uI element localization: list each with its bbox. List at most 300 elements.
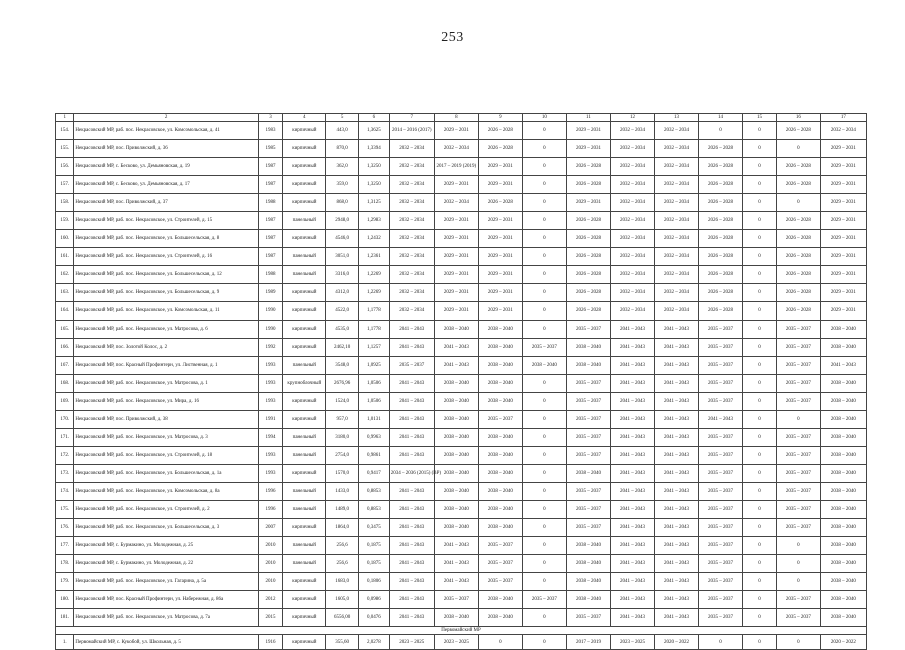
table-cell-col-9: 2038 – 2040 — [478, 482, 522, 500]
table-cell-col-5: 868,0 — [326, 194, 359, 212]
table-cell-col-15: 0 — [743, 537, 777, 555]
table-row — [56, 591, 867, 609]
table-cell-col-2: Некрасовский МР, раб. пос. Некрасовское, ул. Большесельская, д. 8 — [74, 230, 258, 248]
table-cell-col-1: 159. — [56, 212, 74, 230]
table-cell-col-1: 175. — [56, 500, 74, 518]
table-cell-col-17: 2032 – 2034 — [820, 122, 866, 140]
table-cell-col-4: кирпичный — [283, 573, 326, 591]
table-cell-col-8: 2041 – 2043 — [434, 356, 478, 374]
table-cell-col-10: 0 — [522, 464, 566, 482]
table-cell-col-13: 2032 – 2034 — [654, 212, 698, 230]
table-cell-col-3: 1916 — [258, 635, 283, 650]
table-cell-col-5: 3180,0 — [326, 428, 359, 446]
table-cell-col-16: 0 — [776, 140, 820, 158]
table-cell-col-2: Некрасовский МР, раб. пос. Некрасовское, ул. Матросова, д. 1 — [74, 374, 258, 392]
table-cell-col-11: 2035 – 2037 — [566, 500, 610, 518]
table-cell-col-3: 1989 — [258, 284, 283, 302]
section-header-row — [56, 627, 867, 635]
table-cell-col-13: 2032 – 2034 — [654, 248, 698, 266]
table-cell-col-10: 0 — [522, 555, 566, 573]
table-cell-col-12: 2032 – 2034 — [610, 302, 654, 320]
table-cell-col-9: 0 — [478, 635, 522, 650]
table-cell-col-3: 1983 — [258, 122, 283, 140]
table-cell-col-14: 2035 – 2037 — [699, 374, 743, 392]
table-cell-col-12: 2032 – 2034 — [610, 122, 654, 140]
table-cell-col-14: 0 — [699, 635, 743, 650]
table-cell-col-9: 2038 – 2040 — [478, 320, 522, 338]
table-cell-col-2: Некрасовский МР, пос. Красный Профинтерн, ул. Набережная, д. 86а — [74, 591, 258, 609]
table-cell-col-16: 2035 – 2037 — [776, 609, 820, 627]
table-cell-col-8: 2029 – 2031 — [434, 122, 478, 140]
table-cell-col-2: Некрасовский МР, раб. пос. Некрасовское, ул. Большесельская, д. 12 — [74, 266, 258, 284]
column-header-2: 2 — [74, 114, 258, 122]
table-cell-col-12: 2041 – 2043 — [610, 591, 654, 609]
table-cell-col-17: 2038 – 2040 — [820, 591, 866, 609]
table-cell-col-1: 156. — [56, 158, 74, 176]
table-cell-col-13: 2032 – 2034 — [654, 302, 698, 320]
table-cell-col-5: 443,0 — [326, 122, 359, 140]
table-cell-col-13: 2041 – 2043 — [654, 464, 698, 482]
table-cell-col-13: 2041 – 2043 — [654, 500, 698, 518]
table-cell-col-14: 2026 – 2028 — [699, 230, 743, 248]
table-cell-col-11: 2038 – 2040 — [566, 591, 610, 609]
table-cell-col-8: 2029 – 2031 — [434, 302, 478, 320]
column-header-7: 7 — [389, 114, 434, 122]
table-row — [56, 356, 867, 374]
table-cell-col-6: 0,8853 — [359, 482, 390, 500]
table-cell-col-7: 2041 – 2043 — [389, 555, 434, 573]
table-cell-col-7: 2032 – 2034 — [389, 194, 434, 212]
table-cell-col-15: 0 — [743, 482, 777, 500]
table-cell-col-1: 163. — [56, 284, 74, 302]
table-cell-col-4: панельный — [283, 266, 326, 284]
table-cell-col-7: 2041 – 2043 — [389, 482, 434, 500]
table-cell-col-16: 2026 – 2028 — [776, 284, 820, 302]
table-cell-col-12: 2041 – 2043 — [610, 464, 654, 482]
table-cell-col-6: 1,2983 — [359, 212, 390, 230]
table-cell-col-14: 2035 – 2037 — [699, 446, 743, 464]
column-header-3: 3 — [258, 114, 283, 122]
table-row — [56, 266, 867, 284]
table-cell-col-15: 0 — [743, 176, 777, 194]
table-cell-col-9: 2035 – 2037 — [478, 555, 522, 573]
table-row — [56, 158, 867, 176]
table-cell-col-6: 0,8853 — [359, 500, 390, 518]
table-header-row — [56, 114, 867, 122]
table-cell-col-16: 0 — [776, 573, 820, 591]
table-cell-col-17: 2038 – 2040 — [820, 338, 866, 356]
table-cell-col-12: 2041 – 2043 — [610, 609, 654, 627]
table-cell-col-6: 0,9417 — [359, 464, 390, 482]
table-cell-col-7: 2023 – 2025 — [389, 635, 434, 650]
table-cell-col-13: 2041 – 2043 — [654, 338, 698, 356]
table-cell-col-8: 2029 – 2031 — [434, 266, 478, 284]
table-cell-col-1: 177. — [56, 537, 74, 555]
table-cell-col-11: 2026 – 2028 — [566, 302, 610, 320]
table-cell-col-10: 0 — [522, 140, 566, 158]
table-cell-col-2: Некрасовский МР, раб. пос. Некрасовское, ул. Комсомольская, д. 41 — [74, 122, 258, 140]
table-cell-col-1: 168. — [56, 374, 74, 392]
table-cell-col-12: 2032 – 2034 — [610, 194, 654, 212]
table-row — [56, 482, 867, 500]
table-cell-col-17: 2038 – 2040 — [820, 428, 866, 446]
table-cell-col-17: 2038 – 2040 — [820, 500, 866, 518]
table-cell-col-11: 2026 – 2028 — [566, 158, 610, 176]
table-cell-col-1: 180. — [56, 591, 74, 609]
table-cell-col-3: 1994 — [258, 428, 283, 446]
table-cell-col-2: Первомайский МР, с. Кукобой, ул. Школьная, д. 5 — [74, 635, 258, 650]
table-cell-col-7: 2041 – 2043 — [389, 410, 434, 428]
table-cell-col-1: 172. — [56, 446, 74, 464]
table-cell-col-12: 2041 – 2043 — [610, 519, 654, 537]
table-cell-col-1: 154. — [56, 122, 74, 140]
table-cell-col-6: 1,1778 — [359, 320, 390, 338]
table-cell-col-16: 0 — [776, 555, 820, 573]
table-cell-col-10: 0 — [522, 609, 566, 627]
column-header-17: 17 — [820, 114, 866, 122]
table-cell-col-11: 2029 – 2031 — [566, 140, 610, 158]
table-cell-col-4: панельный — [283, 446, 326, 464]
table-cell-col-3: 1993 — [258, 464, 283, 482]
table-row — [56, 573, 867, 591]
table-cell-col-13: 2041 – 2043 — [654, 591, 698, 609]
table-cell-col-13: 2041 – 2043 — [654, 537, 698, 555]
column-header-16: 16 — [776, 114, 820, 122]
table-cell-col-11: 2038 – 2040 — [566, 356, 610, 374]
table-cell-col-4: кирпичный — [283, 176, 326, 194]
table-cell-col-9: 2029 – 2031 — [478, 158, 522, 176]
table-cell-col-13: 2041 – 2043 — [654, 519, 698, 537]
table-cell-col-6: 1,0506 — [359, 374, 390, 392]
table-row — [56, 248, 867, 266]
table-cell-col-6: 0,3475 — [359, 519, 390, 537]
table-cell-col-14: 2026 – 2028 — [699, 140, 743, 158]
table-cell-col-3: 1987 — [258, 248, 283, 266]
table-cell-col-12: 2041 – 2043 — [610, 374, 654, 392]
table-cell-col-3: 1990 — [258, 302, 283, 320]
table-cell-col-12: 2032 – 2034 — [610, 248, 654, 266]
table-cell-col-16: 2035 – 2037 — [776, 428, 820, 446]
table-row — [56, 212, 867, 230]
table-cell-col-4: кирпичный — [283, 140, 326, 158]
table-cell-col-4: кирпичный — [283, 591, 326, 609]
table-cell-col-2: Некрасовский МР, раб. пос. Некрасовское, ул. Матросова, д. 3 — [74, 428, 258, 446]
table-cell-col-10: 0 — [522, 266, 566, 284]
table-cell-col-17: 2029 – 2031 — [820, 248, 866, 266]
table-cell-col-7: 2032 – 2034 — [389, 284, 434, 302]
column-header-11: 11 — [566, 114, 610, 122]
table-cell-col-10: 0 — [522, 230, 566, 248]
table-cell-col-8: 2029 – 2031 — [434, 176, 478, 194]
table-cell-col-17: 2038 – 2040 — [820, 609, 866, 627]
column-header-9: 9 — [478, 114, 522, 122]
table-cell-col-1: 169. — [56, 392, 74, 410]
table-cell-col-2: Некрасовский МР, раб. пос. Некрасовское, ул. Комсомольская, д. 8а — [74, 482, 258, 500]
table-cell-col-5: 1489,0 — [326, 500, 359, 518]
table-cell-col-11: 2026 – 2028 — [566, 248, 610, 266]
table-cell-col-4: кирпичный — [283, 519, 326, 537]
table-cell-col-13: 2041 – 2043 — [654, 555, 698, 573]
table-cell-col-8: 2038 – 2040 — [434, 464, 478, 482]
table-cell-col-10: 0 — [522, 573, 566, 591]
table-cell-col-16: 2026 – 2028 — [776, 122, 820, 140]
table-cell-col-12: 2032 – 2034 — [610, 284, 654, 302]
table-cell-col-6: 1,3394 — [359, 140, 390, 158]
table-row — [56, 609, 867, 627]
table-cell-col-11: 2035 – 2037 — [566, 609, 610, 627]
table-cell-col-3: 1996 — [258, 482, 283, 500]
table-cell-col-9: 2038 – 2040 — [478, 446, 522, 464]
table-cell-col-16: 0 — [776, 410, 820, 428]
table-cell-col-8: 2029 – 2031 — [434, 248, 478, 266]
column-header-10: 10 — [522, 114, 566, 122]
table-cell-col-16: 2035 – 2037 — [776, 482, 820, 500]
table-cell-col-16: 2035 – 2037 — [776, 519, 820, 537]
table-cell-col-15: 0 — [743, 392, 777, 410]
table-cell-col-15: 0 — [743, 356, 777, 374]
table-cell-col-12: 2041 – 2043 — [610, 338, 654, 356]
table-cell-col-13: 2032 – 2034 — [654, 230, 698, 248]
table-cell-col-15: 0 — [743, 591, 777, 609]
table-cell-col-17: 2029 – 2031 — [820, 212, 866, 230]
table-cell-col-14: 2035 – 2037 — [699, 320, 743, 338]
table-cell-col-6: 0,9963 — [359, 428, 390, 446]
table-cell-col-16: 2035 – 2037 — [776, 464, 820, 482]
table-cell-col-3: 1993 — [258, 356, 283, 374]
table-cell-col-9: 2038 – 2040 — [478, 519, 522, 537]
table-cell-col-15: 0 — [743, 212, 777, 230]
table-cell-col-5: 1524,0 — [326, 392, 359, 410]
table-cell-col-5: 362,0 — [326, 158, 359, 176]
table-cell-col-11: 2038 – 2040 — [566, 537, 610, 555]
table-cell-col-2: Некрасовский МР, раб. пос. Некрасовское, ул. Большесельская, д. 1а — [74, 464, 258, 482]
table-cell-col-5: 6556,00 — [326, 609, 359, 627]
table-cell-col-15: 0 — [743, 500, 777, 518]
table-cell-col-1: 174. — [56, 482, 74, 500]
table-cell-col-7: 2032 – 2034 — [389, 230, 434, 248]
table-cell-col-14: 2035 – 2037 — [699, 591, 743, 609]
table-cell-col-11: 2017 – 2019 — [566, 635, 610, 650]
table-cell-col-9: 2038 – 2040 — [478, 338, 522, 356]
table-cell-col-14: 2035 – 2037 — [699, 356, 743, 374]
table-cell-col-17: 2020 – 2022 — [820, 635, 866, 650]
table-cell-col-7: 2041 – 2043 — [389, 519, 434, 537]
table-cell-col-8: 2038 – 2040 — [434, 374, 478, 392]
table-cell-col-14: 2026 – 2028 — [699, 194, 743, 212]
table-cell-col-16: 0 — [776, 635, 820, 650]
table-cell-col-5: 957,0 — [326, 410, 359, 428]
column-header-5: 5 — [326, 114, 359, 122]
table-cell-col-16: 2035 – 2037 — [776, 320, 820, 338]
table-cell-col-11: 2035 – 2037 — [566, 482, 610, 500]
table-cell-col-4: панельный — [283, 482, 326, 500]
table-cell-col-4: кирпичный — [283, 609, 326, 627]
table-cell-col-9: 2029 – 2031 — [478, 248, 522, 266]
table-cell-col-14: 2035 – 2037 — [699, 464, 743, 482]
table-cell-col-9: 2035 – 2037 — [478, 537, 522, 555]
table-cell-col-14: 2035 – 2037 — [699, 500, 743, 518]
table-cell-col-8: 2041 – 2043 — [434, 537, 478, 555]
table-cell-col-12: 2032 – 2034 — [610, 266, 654, 284]
table-cell-col-9: 2029 – 2031 — [478, 266, 522, 284]
table-cell-col-13: 2032 – 2034 — [654, 266, 698, 284]
table-cell-col-13: 2020 – 2022 — [654, 635, 698, 650]
table-cell-col-8: 2038 – 2040 — [434, 519, 478, 537]
table-cell-col-2: Некрасовский МР, с. Бесково, ул. Демьяновская, д. 17 — [74, 176, 258, 194]
table-cell-col-15: 0 — [743, 266, 777, 284]
table-cell-col-17: 2041 – 2043 — [820, 356, 866, 374]
table-cell-col-1: 181. — [56, 609, 74, 627]
table-row — [56, 537, 867, 555]
table-cell-col-9: 2038 – 2040 — [478, 356, 522, 374]
table-cell-col-17: 2029 – 2031 — [820, 140, 866, 158]
table-cell-col-10: 0 — [522, 482, 566, 500]
table-cell-col-7: 2032 – 2034 — [389, 248, 434, 266]
table-cell-col-15: 0 — [743, 609, 777, 627]
table-cell-col-15: 0 — [743, 230, 777, 248]
table-cell-col-10: 2035 – 2037 — [522, 338, 566, 356]
table-cell-col-16: 2035 – 2037 — [776, 356, 820, 374]
table-cell-col-3: 1987 — [258, 176, 283, 194]
table-cell-col-6: 1,3125 — [359, 194, 390, 212]
table-cell-col-13: 2041 – 2043 — [654, 428, 698, 446]
table-cell-col-4: кирпичный — [283, 464, 326, 482]
table-cell-col-5: 355,60 — [326, 635, 359, 650]
table-cell-col-2: Некрасовский МР, раб. пос. Некрасовское, ул. Большесельская, д. 3 — [74, 519, 258, 537]
table-cell-col-14: 2035 – 2037 — [699, 519, 743, 537]
table-cell-col-17: 2029 – 2031 — [820, 284, 866, 302]
table-cell-col-14: 2026 – 2028 — [699, 302, 743, 320]
table-cell-col-4: панельный — [283, 212, 326, 230]
table-cell-col-15: 0 — [743, 122, 777, 140]
table-cell-col-13: 2041 – 2043 — [654, 482, 698, 500]
table-cell-col-17: 2029 – 2031 — [820, 302, 866, 320]
table-cell-col-6: 1,3250 — [359, 158, 390, 176]
table-cell-col-6: 1,2269 — [359, 266, 390, 284]
table-cell-col-12: 2032 – 2034 — [610, 176, 654, 194]
table-cell-col-3: 1993 — [258, 374, 283, 392]
table-cell-col-5: 4546,0 — [326, 230, 359, 248]
table-cell-col-14: 2035 – 2037 — [699, 537, 743, 555]
table-row — [56, 464, 867, 482]
table-cell-col-1: 179. — [56, 573, 74, 591]
table-cell-col-11: 2035 – 2037 — [566, 410, 610, 428]
table-cell-col-8: 2032 – 2034 — [434, 194, 478, 212]
table-cell-col-17: 2038 – 2040 — [820, 573, 866, 591]
table-cell-col-12: 2041 – 2043 — [610, 392, 654, 410]
capital-repair-schedule-table — [55, 113, 867, 650]
table-cell-col-17: 2038 – 2040 — [820, 482, 866, 500]
table-cell-col-16: 2035 – 2037 — [776, 338, 820, 356]
table-cell-col-15: 0 — [743, 284, 777, 302]
table-cell-col-11: 2026 – 2028 — [566, 230, 610, 248]
table-cell-col-17: 2029 – 2031 — [820, 194, 866, 212]
table-cell-col-9: 2038 – 2040 — [478, 591, 522, 609]
table-cell-col-13: 2041 – 2043 — [654, 320, 698, 338]
table-cell-col-14: 2035 – 2037 — [699, 338, 743, 356]
table-cell-col-7: 2041 – 2043 — [389, 537, 434, 555]
table-cell-col-16: 2026 – 2028 — [776, 266, 820, 284]
table-cell-col-16: 2026 – 2028 — [776, 176, 820, 194]
table-cell-col-3: 1987 — [258, 158, 283, 176]
table-cell-col-7: 2032 – 2034 — [389, 266, 434, 284]
table-cell-col-4: панельный — [283, 555, 326, 573]
table-cell-col-12: 2041 – 2043 — [610, 428, 654, 446]
table-cell-col-1: 166. — [56, 338, 74, 356]
table-cell-col-9: 2038 – 2040 — [478, 464, 522, 482]
table-cell-col-13: 2032 – 2034 — [654, 176, 698, 194]
table-cell-col-6: 1,0506 — [359, 392, 390, 410]
table-cell-col-3: 1993 — [258, 392, 283, 410]
table-cell-col-6: 2,0278 — [359, 635, 390, 650]
table-cell-col-10: 0 — [522, 284, 566, 302]
table-cell-col-2: Некрасовский МР, раб. пос. Некрасовское, ул. Матросова, д. 7а — [74, 609, 258, 627]
table-cell-col-5: 1605,0 — [326, 591, 359, 609]
table-cell-col-16: 2035 – 2037 — [776, 374, 820, 392]
table-cell-col-6: 1,1778 — [359, 302, 390, 320]
table-row — [56, 140, 867, 158]
column-header-12: 12 — [610, 114, 654, 122]
table-cell-col-10: 0 — [522, 500, 566, 518]
table-cell-col-8: 2029 – 2031 — [434, 230, 478, 248]
table-cell-col-15: 0 — [743, 302, 777, 320]
table-cell-col-11: 2038 – 2040 — [566, 464, 610, 482]
table-cell-col-9: 2029 – 2031 — [478, 284, 522, 302]
table-cell-col-2: Некрасовский МР, раб. пос. Некрасовское, ул. Комсомольская, д. 11 — [74, 302, 258, 320]
table-cell-col-14: 2026 – 2028 — [699, 212, 743, 230]
table-cell-col-12: 2032 – 2034 — [610, 212, 654, 230]
table-cell-col-5: 2948,0 — [326, 212, 359, 230]
table-cell-col-12: 2032 – 2034 — [610, 230, 654, 248]
table-cell-col-4: панельный — [283, 537, 326, 555]
table-cell-col-17: 2038 – 2040 — [820, 320, 866, 338]
table-cell-col-16: 0 — [776, 537, 820, 555]
table-cell-col-16: 2026 – 2028 — [776, 230, 820, 248]
table-row — [56, 392, 867, 410]
table-cell-col-10: 0 — [522, 635, 566, 650]
table-cell-col-15: 0 — [743, 519, 777, 537]
table-cell-col-4: крупноблочный — [283, 374, 326, 392]
table-cell-col-10: 0 — [522, 537, 566, 555]
table-cell-col-17: 2029 – 2031 — [820, 158, 866, 176]
table-cell-col-10: 0 — [522, 519, 566, 537]
table-row — [56, 176, 867, 194]
table-cell-col-1: 162. — [56, 266, 74, 284]
table-cell-col-8: 2038 – 2040 — [434, 446, 478, 464]
table-cell-col-1: 171. — [56, 428, 74, 446]
table-cell-col-8: 2038 – 2040 — [434, 428, 478, 446]
table-row — [56, 284, 867, 302]
table-cell-col-6: 1,2269 — [359, 284, 390, 302]
table-row — [56, 635, 867, 650]
table-cell-col-5: 870,0 — [326, 140, 359, 158]
table-cell-col-9: 2038 – 2040 — [478, 392, 522, 410]
table-cell-col-11: 2026 – 2028 — [566, 176, 610, 194]
table-cell-col-15: 0 — [743, 140, 777, 158]
table-cell-col-5: 256,6 — [326, 555, 359, 573]
table-cell-col-11: 2038 – 2040 — [566, 555, 610, 573]
table-cell-col-1: 178. — [56, 555, 74, 573]
table-cell-col-9: 2038 – 2040 — [478, 428, 522, 446]
table-cell-col-3: 1993 — [258, 446, 283, 464]
table-cell-col-13: 2032 – 2034 — [654, 158, 698, 176]
table-cell-col-1: 155. — [56, 140, 74, 158]
table-cell-col-2: Некрасовский МР, раб. пос. Некрасовское, ул. Мира, д. 16 — [74, 392, 258, 410]
table-cell-col-7: 2041 – 2043 — [389, 374, 434, 392]
table-cell-col-13: 2041 – 2043 — [654, 573, 698, 591]
table-cell-col-3: 1988 — [258, 194, 283, 212]
table-cell-col-5: 4535,0 — [326, 320, 359, 338]
